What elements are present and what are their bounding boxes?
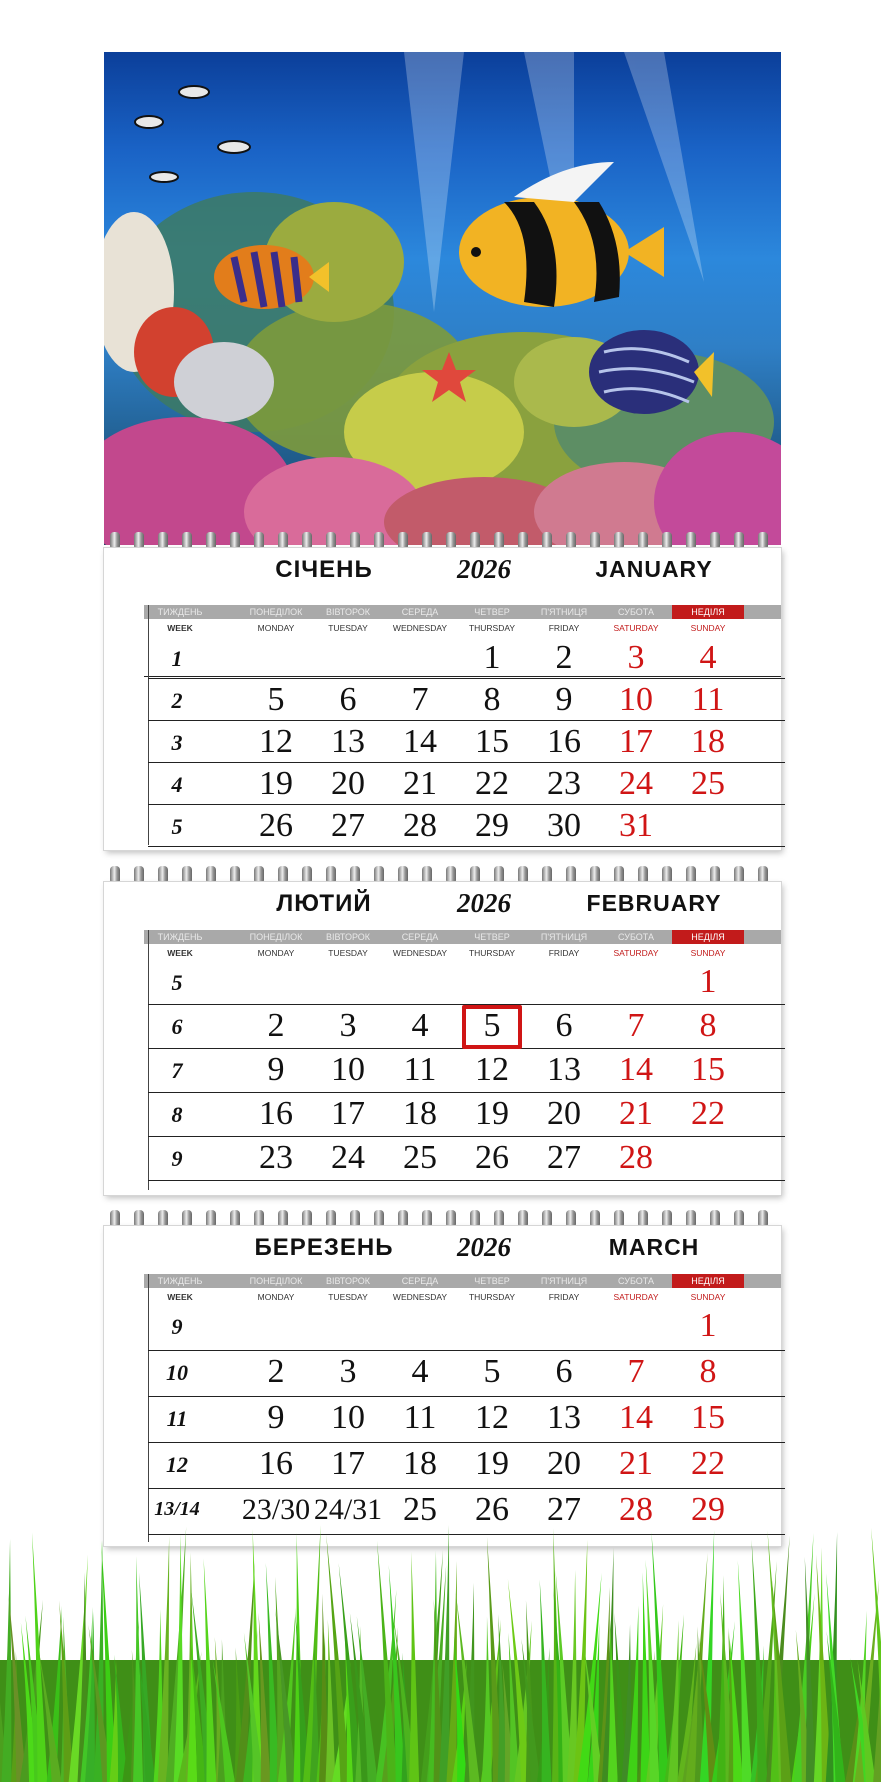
week-divider xyxy=(148,762,785,763)
days-grid xyxy=(104,962,781,1192)
weekday-strip-ua xyxy=(144,605,781,619)
calendar-day: 15 xyxy=(475,723,509,760)
weekday-header-ua: ПОНЕДІЛОК xyxy=(249,607,303,617)
month-header xyxy=(104,1226,781,1270)
month-name-ua: СІЧЕНЬ xyxy=(275,556,373,583)
calendar-day: 5 xyxy=(483,1007,501,1044)
month-name-en: FEBRUARY xyxy=(586,890,722,916)
calendar-day: 11 xyxy=(403,1051,437,1088)
weekday-header-en: MONDAY xyxy=(257,948,295,958)
calendar-day: 17 xyxy=(331,1445,365,1482)
week-header-en: WEEK xyxy=(167,1292,193,1302)
weekday-header-ua: ВІВТОРОК xyxy=(325,1276,371,1286)
calendar-day: 27 xyxy=(331,807,365,844)
calendar-day: 24 xyxy=(619,765,653,802)
calendar-day: 13 xyxy=(547,1399,581,1436)
month-name-ua: БЕРЕЗЕНЬ xyxy=(254,1234,394,1261)
calendar-day: 23/30 xyxy=(241,1493,311,1526)
weekday-header-ua: СЕРЕДА xyxy=(401,932,439,942)
week-divider xyxy=(148,1092,785,1093)
week-number: 7 xyxy=(171,1058,183,1083)
calendar-day: 11 xyxy=(403,1399,437,1436)
weekday-header-ua: ЧЕТВЕР xyxy=(474,932,510,942)
calendar-day: 4 xyxy=(699,639,717,676)
calendar-day: 9 xyxy=(555,681,573,718)
weekday-header-ua: П'ЯТНИЦЯ xyxy=(540,932,588,942)
week-divider xyxy=(148,1180,785,1181)
weekday-header-ua: ПОНЕДІЛОК xyxy=(249,932,303,942)
week-divider xyxy=(148,1396,785,1397)
week-divider xyxy=(148,1350,785,1351)
calendar-day: 16 xyxy=(259,1445,293,1482)
weekday-header-en: SUNDAY xyxy=(690,623,726,633)
calendar-day: 25 xyxy=(403,1491,437,1528)
month-panel-february xyxy=(104,882,781,1195)
week-divider xyxy=(148,1442,785,1443)
calendar-day: 6 xyxy=(555,1007,573,1044)
year: 2026 xyxy=(457,888,511,918)
calendar-day: 14 xyxy=(619,1051,653,1088)
weekday-row-en xyxy=(144,621,781,635)
days-grid xyxy=(104,638,781,848)
weekday-header-en: SATURDAY xyxy=(613,1292,659,1302)
calendar-day: 5 xyxy=(483,1353,501,1390)
year: 2026 xyxy=(457,1232,511,1262)
weekday-header-ua: НЕДІЛЯ xyxy=(672,930,744,944)
calendar-day: 7 xyxy=(627,1353,645,1390)
calendar-day: 25 xyxy=(403,1139,437,1176)
calendar-day: 31 xyxy=(619,807,653,844)
week-header-en: WEEK xyxy=(167,948,193,958)
week-number: 3 xyxy=(171,730,183,755)
calendar-day: 12 xyxy=(259,723,293,760)
calendar-day: 2 xyxy=(555,639,573,676)
week-header-ua: ТИЖДЕНЬ xyxy=(157,607,203,617)
weekday-header-en: SUNDAY xyxy=(690,1292,726,1302)
weekday-header-ua: П'ЯТНИЦЯ xyxy=(540,607,588,617)
week-header-ua: ТИЖДЕНЬ xyxy=(157,1276,203,1286)
week-divider xyxy=(148,678,785,679)
calendar-day: 23 xyxy=(259,1139,293,1176)
calendar-day: 5 xyxy=(267,681,285,718)
calendar-day: 13 xyxy=(547,1051,581,1088)
weekday-header-ua: СЕРЕДА xyxy=(401,607,439,617)
weekday-header-en: FRIDAY xyxy=(548,948,580,958)
calendar-day: 8 xyxy=(699,1007,717,1044)
month-panel-march xyxy=(104,1226,781,1546)
calendar-day: 18 xyxy=(691,723,725,760)
weekday-row-en xyxy=(144,1290,781,1304)
calendar-day: 10 xyxy=(331,1051,365,1088)
weekday-strip-ua xyxy=(144,930,781,944)
calendar-day: 22 xyxy=(475,765,509,802)
calendar-day: 8 xyxy=(699,1353,717,1390)
calendar-day: 14 xyxy=(403,723,437,760)
weekday-header-ua: ЧЕТВЕР xyxy=(474,1276,510,1286)
week-header-en: WEEK xyxy=(167,623,193,633)
weekday-header-en: THURSDAY xyxy=(468,948,516,958)
week-header-ua: ТИЖДЕНЬ xyxy=(157,932,203,942)
year: 2026 xyxy=(457,554,511,584)
month-name-ua: ЛЮТИЙ xyxy=(276,890,372,917)
calendar-day: 1 xyxy=(699,1307,717,1344)
week-divider xyxy=(148,804,785,805)
weekday-header-ua: НЕДІЛЯ xyxy=(672,1274,744,1288)
month-name-en: JANUARY xyxy=(595,556,713,582)
weekday-header-ua: СУБОТА xyxy=(618,1276,654,1286)
calendar-day: 6 xyxy=(339,681,357,718)
calendar-day: 6 xyxy=(555,1353,573,1390)
month-panel-january xyxy=(104,548,781,850)
week-number: 5 xyxy=(171,970,183,995)
calendar-day: 16 xyxy=(547,723,581,760)
calendar-day: 10 xyxy=(331,1399,365,1436)
calendar-day: 26 xyxy=(475,1139,509,1176)
calendar-day: 21 xyxy=(619,1445,653,1482)
calendar-day: 24/31 xyxy=(313,1493,383,1526)
calendar-day: 14 xyxy=(619,1399,653,1436)
calendar-day: 17 xyxy=(331,1095,365,1132)
weekday-header-en: TUESDAY xyxy=(328,1292,368,1302)
calendar-day: 18 xyxy=(403,1445,437,1482)
current-day-marker xyxy=(462,1005,522,1049)
calendar-day: 20 xyxy=(331,765,365,802)
calendar-day: 24 xyxy=(331,1139,365,1176)
calendar-day: 28 xyxy=(403,807,437,844)
weekday-header-ua: НЕДІЛЯ xyxy=(672,605,744,619)
weekday-header-ua: ВІВТОРОК xyxy=(325,932,371,942)
calendar-day: 13 xyxy=(331,723,365,760)
weekday-row-en xyxy=(144,946,781,960)
calendar-day: 30 xyxy=(547,807,581,844)
week-divider xyxy=(148,846,785,847)
week-number: 8 xyxy=(171,1102,183,1127)
weekday-header-en: TUESDAY xyxy=(328,623,368,633)
calendar-day: 27 xyxy=(547,1139,581,1176)
weekday-header-ua: СУБОТА xyxy=(618,932,654,942)
weekday-header-ua: ПОНЕДІЛОК xyxy=(249,1276,303,1286)
weekday-header-en: TUESDAY xyxy=(328,948,368,958)
calendar-day: 20 xyxy=(547,1095,581,1132)
week-divider xyxy=(148,1136,785,1137)
week-number: 6 xyxy=(171,1014,183,1039)
weekday-header-en: FRIDAY xyxy=(548,623,580,633)
calendar-day: 1 xyxy=(483,639,501,676)
calendar-day: 17 xyxy=(619,723,653,760)
weekday-header-en: WEDNESDAY xyxy=(392,1292,448,1302)
calendar-day: 26 xyxy=(475,1491,509,1528)
grass-decoration xyxy=(0,1510,881,1782)
weekday-header-ua: П'ЯТНИЦЯ xyxy=(540,1276,588,1286)
weekday-header-en: FRIDAY xyxy=(548,1292,580,1302)
calendar-day: 9 xyxy=(267,1399,285,1436)
calendar-day: 15 xyxy=(691,1399,725,1436)
calendar-day: 26 xyxy=(259,807,293,844)
week-number: 5 xyxy=(171,814,183,839)
week-number: 12 xyxy=(166,1452,188,1477)
weekday-header-en: THURSDAY xyxy=(468,1292,516,1302)
calendar-day: 4 xyxy=(411,1007,429,1044)
calendar-day: 29 xyxy=(475,807,509,844)
week-number: 13/14 xyxy=(154,1498,200,1520)
weekday-header-en: SUNDAY xyxy=(690,948,726,958)
calendar-day: 7 xyxy=(411,681,429,718)
calendar-day: 16 xyxy=(259,1095,293,1132)
calendar-day: 2 xyxy=(267,1353,285,1390)
weekday-header-en: SATURDAY xyxy=(613,623,659,633)
weekday-header-ua: СЕРЕДА xyxy=(401,1276,439,1286)
calendar-day: 3 xyxy=(627,639,645,676)
week-number: 10 xyxy=(166,1360,188,1385)
calendar-day: 3 xyxy=(339,1353,357,1390)
weekday-header-ua: ЧЕТВЕР xyxy=(474,607,510,617)
calendar-day: 1 xyxy=(699,963,717,1000)
week-number: 4 xyxy=(171,772,183,797)
week-divider xyxy=(148,1488,785,1489)
calendar-day: 15 xyxy=(691,1051,725,1088)
week-number: 11 xyxy=(166,1406,188,1431)
calendar-day: 21 xyxy=(403,765,437,802)
calendar-day: 12 xyxy=(475,1051,509,1088)
weekday-header-en: MONDAY xyxy=(257,623,295,633)
calendar-day: 11 xyxy=(691,681,725,718)
weekday-header-ua: ВІВТОРОК xyxy=(325,607,371,617)
calendar-day: 7 xyxy=(627,1007,645,1044)
weekday-header-en: MONDAY xyxy=(257,1292,295,1302)
month-header xyxy=(104,548,781,592)
calendar-day: 8 xyxy=(483,681,501,718)
calendar-day: 22 xyxy=(691,1095,725,1132)
weekday-header-en: THURSDAY xyxy=(468,623,516,633)
calendar-day: 19 xyxy=(259,765,293,802)
calendar-day: 19 xyxy=(475,1095,509,1132)
calendar-day: 28 xyxy=(619,1139,653,1176)
weekday-header-ua: СУБОТА xyxy=(618,607,654,617)
weekday-header-en: WEDNESDAY xyxy=(392,948,448,958)
calendar-day: 2 xyxy=(267,1007,285,1044)
month-name-en: MARCH xyxy=(608,1234,700,1260)
calendar-day: 19 xyxy=(475,1445,509,1482)
week-number: 1 xyxy=(171,646,183,671)
weekday-header-en: WEDNESDAY xyxy=(392,623,448,633)
calendar-day: 29 xyxy=(691,1491,725,1528)
week-number: 9 xyxy=(171,1146,183,1171)
week-number: 2 xyxy=(171,688,183,713)
calendar-day: 22 xyxy=(691,1445,725,1482)
weekday-header-en: SATURDAY xyxy=(613,948,659,958)
week-divider xyxy=(148,720,785,721)
month-header xyxy=(104,882,781,926)
calendar-day: 4 xyxy=(411,1353,429,1390)
weekday-strip-ua xyxy=(144,1274,781,1288)
calendar-day: 10 xyxy=(619,681,653,718)
calendar-day: 12 xyxy=(475,1399,509,1436)
calendar-day: 18 xyxy=(403,1095,437,1132)
week-number: 9 xyxy=(171,1314,183,1339)
calendar-day: 3 xyxy=(339,1007,357,1044)
calendar-day: 9 xyxy=(267,1051,285,1088)
calendar-day: 25 xyxy=(691,765,725,802)
calendar-day: 20 xyxy=(547,1445,581,1482)
days-grid xyxy=(104,1306,781,1541)
calendar-day: 27 xyxy=(547,1491,581,1528)
coral-reef-photo xyxy=(104,52,781,545)
calendar-day: 23 xyxy=(547,765,581,802)
calendar-day: 28 xyxy=(619,1491,653,1528)
calendar-day: 21 xyxy=(619,1095,653,1132)
